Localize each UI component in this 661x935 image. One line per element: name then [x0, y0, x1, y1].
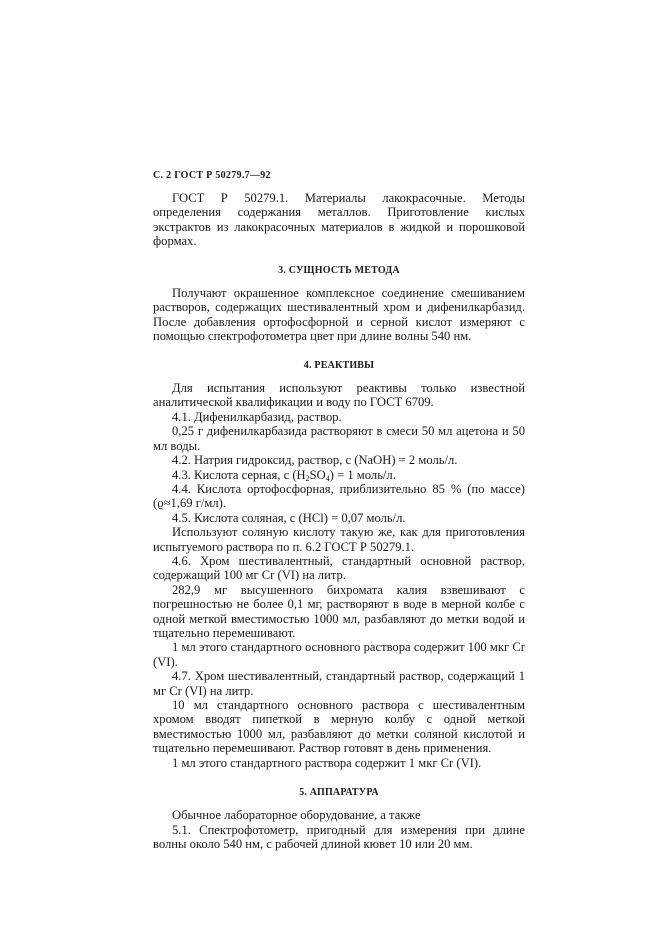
section-4-paragraph: 4.5. Кислота соляная, c (HCl) = 0,07 моль/л. [172, 510, 406, 525]
section-4-paragraph: 1 мл этого стандартного раствора содержит 1 мкг Cr (VI). [172, 755, 482, 770]
subscript: 2 [305, 473, 310, 483]
text-run: SO [309, 467, 326, 482]
text-run: 4.2. Натрия гидроксид, раствор, [172, 453, 346, 468]
section-4-paragraph: 282,9 мг высушенного бихромата калия взвешивают с погрешностью не более 0,1 мг, растворяют в воде в мерной колбе с одной меткой вместимостью 1000 мл, разбавляют до метки водой и тщательно перемешивают. [153, 582, 525, 640]
section-4-title: 4. РЕАКТИВЫ [303, 359, 375, 371]
section-4-paragraph: Для испытания используют реактивы только известной аналитической квалификации и воду по ГОСТ 6709. [153, 381, 525, 410]
section-4-paragraph: 0,25 г дифенилкарбазида растворяют в смеси 50 мл ацетона и 50 мл воды. [153, 424, 525, 453]
section-4-paragraph: 4.7. Хром шестивалентный, стандартный раствор, содержащий 1 мг Cr (VI) на литр. [153, 669, 525, 698]
section-5-paragraph: Обычное лабораторное оборудование, а также [172, 808, 421, 823]
section-4-paragraph: 4.6. Хром шестивалентный, стандартный основной раствор, содержащий 100 мг Cr (VI) на литр. [153, 553, 525, 583]
section-4-paragraph: 10 мл стандартного основного раствора с шестивалентным хромом вводят пипеткой в мерную колбу с одной меткой вместимостью 1000 мл, разбавляют до метки соляной кислотой и тщательно перемешивают. Раствор готовят в день применения. [153, 698, 525, 756]
page-header: С. 2 ГОСТ Р 50279.7—92 [153, 170, 271, 181]
text-run: 4.3. Кислота серная, c (H [172, 467, 306, 482]
subscript: 4 [325, 473, 330, 483]
intro-paragraph: ГОСТ Р 50279.1. Материалы лакокрасочные. Методы определения содержания металлов. Приготовление кислых экстрактов из лакокрасочных материалов в жидкой и порошковой формах. [153, 191, 525, 249]
section-4-paragraph [153, 453, 525, 467]
section-5-title: 5. АППАРАТУРА [299, 787, 379, 799]
section-3-title: 3. СУЩНОСТЬ МЕТОДА [278, 264, 400, 276]
section-4-paragraph: Используют соляную кислоту такую же, как для приготовления испытуемого раствора по п. 6.2 ГОСТ Р 50279.1. [153, 525, 525, 554]
document-body [153, 191, 525, 852]
formula: c (NaOH) = 2 моль/л. [345, 453, 458, 468]
section-4-paragraph: 4.1. Дифенилкарбазид, раствор. [172, 409, 342, 424]
section-3-paragraph: Получают окрашенное комплексное соединение смешиванием растворов, содержащих шестивалентный хром и дифенилкарбазид. После добавления ортофосфорной и серной кислот измеряют с помощью спектрофотометра цвет при длине волны 540 нм. [153, 286, 525, 344]
section-4-paragraph [153, 468, 525, 482]
section-4-paragraph: 4.4. Кислота ортофосфорная, приблизительно 85 % (по массе) (ϱ≈1,69 г/мл). [153, 481, 525, 511]
section-5-paragraph: 5.1. Спектрофотометр, пригодный для измерения при длине волны около 540 нм, с рабочей длиной кювет 10 или 20 мм. [153, 822, 525, 852]
text-run: ) = 1 моль/л. [329, 467, 396, 482]
section-4-paragraph: 1 мл этого стандартного основного раствора содержит 100 мкг Cr (VI). [153, 640, 525, 669]
